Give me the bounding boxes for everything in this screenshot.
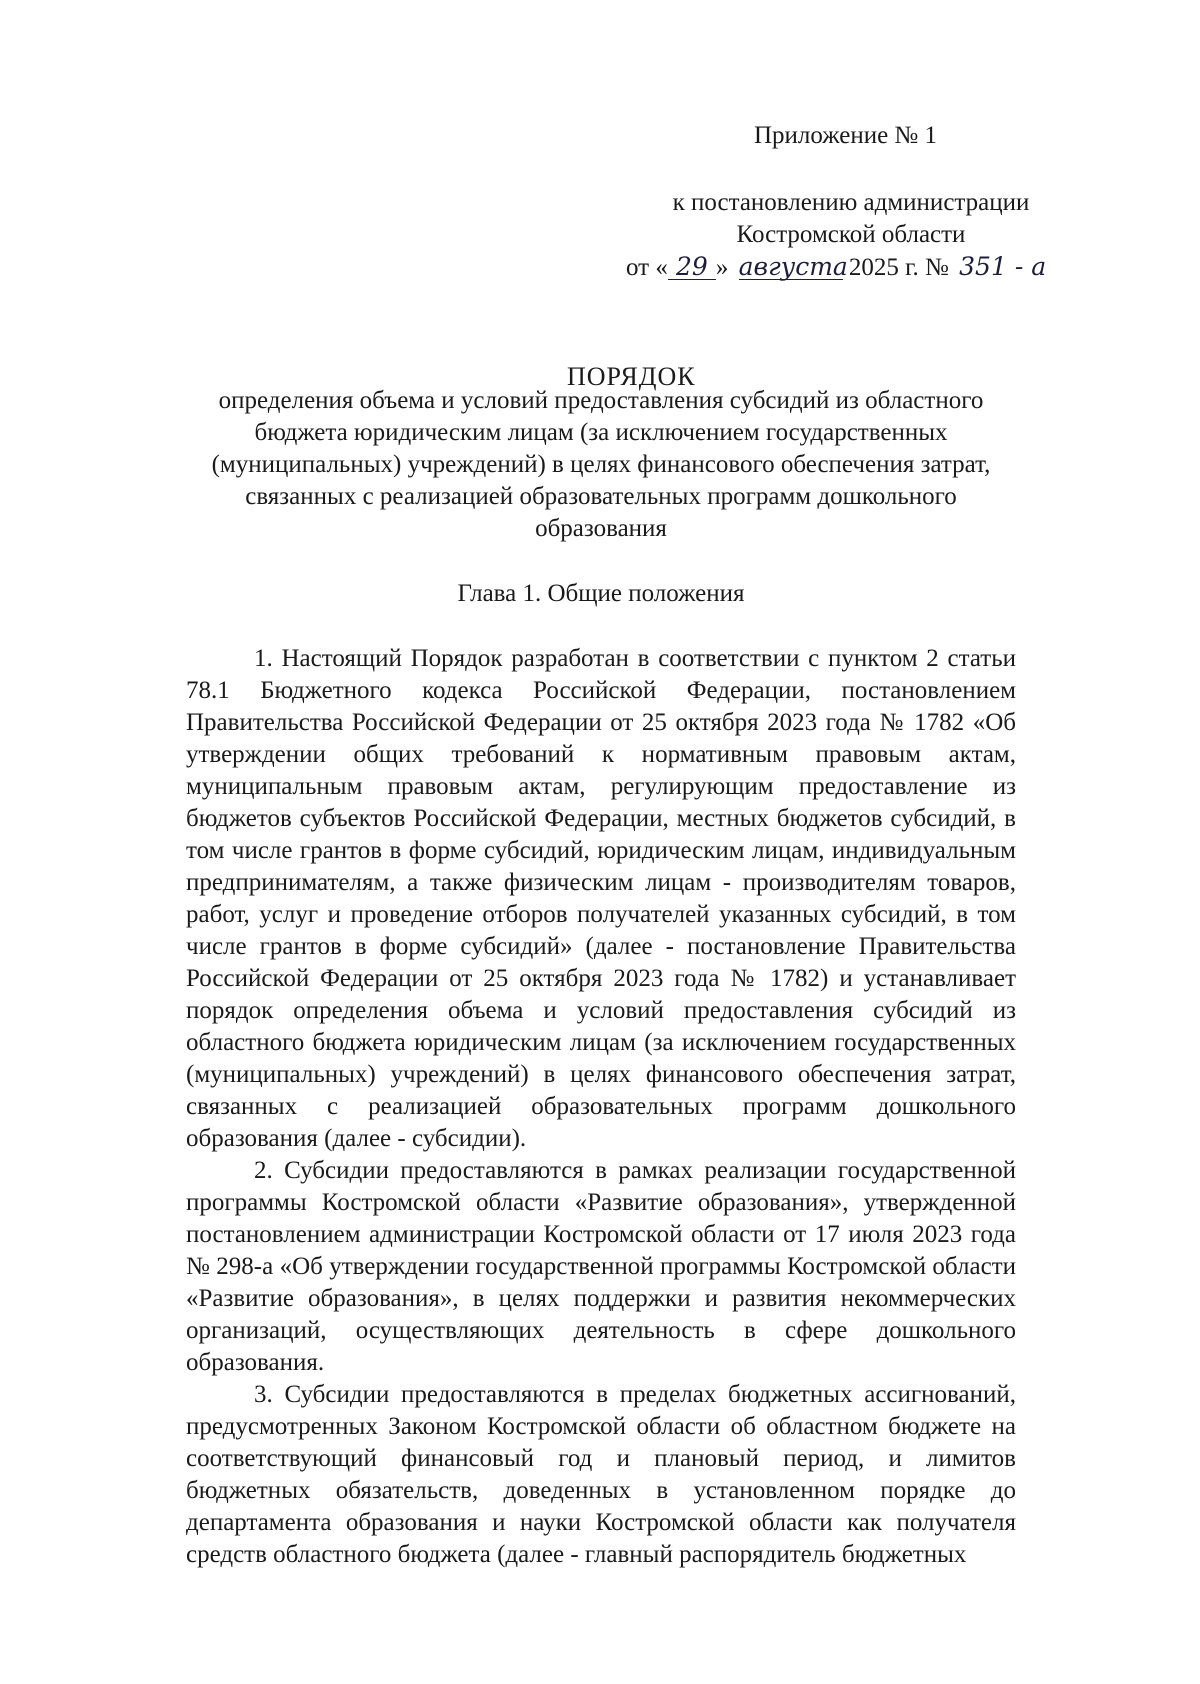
date-mid: » bbox=[715, 254, 729, 281]
document-body bbox=[186, 643, 1016, 1571]
date-year: 2025 г. № bbox=[848, 254, 949, 281]
document-title: ПОРЯДОК bbox=[567, 362, 696, 391]
date-day-handwritten: 29 bbox=[668, 255, 716, 280]
document-subtitle: определения объема и условий предоставления субсидий из областного бюджета юридическим лицам (за исключением государственных (муниципальных) учреждений) в целях финансового обеспечения затрат, связанных с реализацией образовательных программ дошкольного образования bbox=[211, 387, 991, 542]
chapter-heading: Глава 1. Общие положения bbox=[457, 580, 745, 607]
date-month-handwritten: августа bbox=[738, 252, 848, 281]
appendix-reference-line1: к постановлению администрации bbox=[672, 189, 1030, 216]
appendix-reference bbox=[596, 187, 1106, 251]
appendix-title: Приложение № 1 bbox=[754, 122, 938, 149]
date-prefix: от « bbox=[626, 254, 668, 281]
appendix-reference-line2: Костромской области bbox=[736, 221, 966, 248]
paragraph-3: 3. Субсидии предоставляются в пределах бюджетных ассигнований, предусмотренных Законом Костромской области об областном бюджете на соответствующий финансовый год и плановый период, и лимитов бюджетных обязательств, доведенных в установленном порядке до департамента образования и науки Костромской области как получателя средств областного бюджета (далее - главный распорядитель бюджетных bbox=[186, 1381, 1016, 1568]
document-number-handwritten: 351 - а bbox=[959, 252, 1047, 281]
paragraph-1: 1. Настоящий Порядок разработан в соответствии с пунктом 2 статьи 78.1 Бюджетного кодекса Российской Федерации, постановлением Правительства Российской Федерации от 25 октября 2023 года № 1782 «Об утверждении общих требований к нормативным правовым актам, муниципальным правовым актам, регулирующим предоставление из бюджетов субъектов Российской Федерации, местных бюджетов субсидий, в том числе грантов в форме субсидий, юридическим лицам, индивидуальным предпринимателям, а также физическим лицам - производителям товаров, работ, услуг и проведение отборов получателей указанных субсидий, в том числе грантов в форме субсидий» (далее - постановление Правительства Российской Федерации от 25 октября 2023 года № 1782) и устанавливает порядок определения объема и условий предоставления субсидий из областного бюджета юридическим лицам (за исключением государственных (муниципальных) учреждений) в целях финансового обеспечения затрат, связанных с реализацией образовательных программ дошкольного образования (далее - субсидии). bbox=[186, 645, 1016, 1152]
date-line bbox=[626, 252, 1047, 282]
paragraph-2: 2. Субсидии предоставляются в рамках реализации государственной программы Костромской области «Развитие образования», утвержденной постановлением администрации Костромской области от 17 июля 2023 года № 298-а «Об утверждении государственной программы Костромской области «Развитие образования», в целях поддержки и развития некоммерческих организаций, осуществляющих деятельность в сфере дошкольного образования. bbox=[186, 1157, 1016, 1376]
